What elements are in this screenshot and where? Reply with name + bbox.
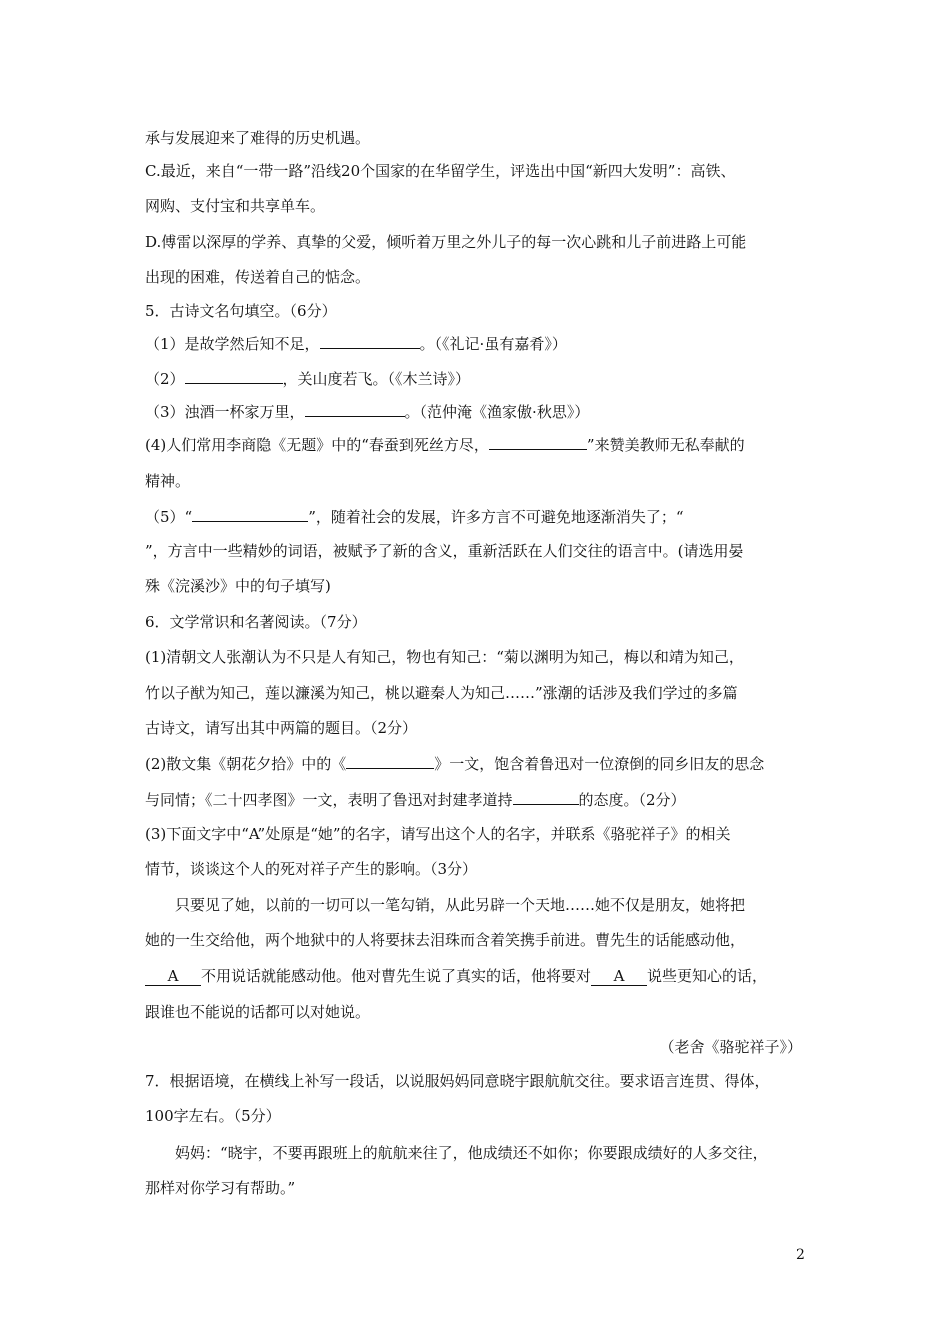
question-5-item-2: （2） ，关山度若飞。（《木兰诗》） xyxy=(145,370,471,388)
text-line: 精神。 xyxy=(145,472,191,490)
quoted-passage-line: 跟谁也不能说的话都可以对她说。 xyxy=(145,1003,371,1021)
dialogue-line: 妈妈：“晓宇，不要再跟班上的航航来往了，他成绩还不如你；你要跟成绩好的人多交往， xyxy=(175,1144,768,1162)
quoted-passage-line: 只要见了她，以前的一切可以一笔勾销，从此另辟一个天地……她不仅是朋友，她将把 xyxy=(175,896,746,914)
page-number: 2 xyxy=(796,1247,805,1263)
question-6-part-3: (3)下面文字中“A”处原是“她”的名字，请写出这个人的名字，并联系《骆驼祥子》的相关 xyxy=(145,825,731,843)
text-line: 古诗文，请写出其中两篇的题目。（2分） xyxy=(145,719,418,737)
question-5-item-3: （3）浊酒一杯家万里， 。（范仲淹《渔家傲·秋思》） xyxy=(145,403,590,421)
quoted-passage-line: A 不用说话就能感动他。他对曹先生说了真实的话，他将要对 A 说些更知心的话， xyxy=(145,966,767,986)
answer-blank[interactable] xyxy=(305,401,405,417)
text-line: 殊《浣溪沙》中的句子填写) xyxy=(145,577,331,595)
passage-source: （老舍《骆驼祥子》） xyxy=(659,1038,802,1056)
text-line: ”，方言中一些精妙的词语，被赋予了新的含义，重新活跃在人们交往的语言中。(请选用晏 xyxy=(145,542,744,560)
text-line: 出现的困难，传送着自己的惦念。 xyxy=(145,268,371,286)
quoted-passage-line: 她的一生交给他，两个地狱中的人将要抹去泪珠而含着笑携手前进。曹先生的话能感动他， xyxy=(145,931,746,949)
question-7-title: 7．根据语境，在横线上补写一段话，以说服妈妈同意晓宇跟航航交往。要求语言连贯、得体， xyxy=(145,1072,770,1090)
answer-blank[interactable] xyxy=(489,434,587,450)
option-d: D.傅雷以深厚的学养、真挚的父爱，倾听着万里之外儿子的每一次心跳和儿子前进路上可能 xyxy=(145,233,747,251)
text-line: 网购、支付宝和共享单车。 xyxy=(145,197,326,215)
answer-blank[interactable] xyxy=(346,753,434,769)
placeholder-a: A xyxy=(145,967,201,986)
answer-blank[interactable] xyxy=(320,333,420,349)
question-6-part-2: (2)散文集《朝花夕拾》中的《 》一文，饱含着鲁迅对一位潦倒的同乡旧友的思念 xyxy=(145,755,765,773)
answer-blank[interactable] xyxy=(192,506,308,522)
question-6-part-1: (1)清朝文人张潮认为不只是人有知己，物也有知己：“菊以渊明为知己，梅以和靖为知己， xyxy=(145,648,744,666)
placeholder-a: A xyxy=(591,967,647,986)
question-6-title: 6．文学常识和名著阅读。（7分） xyxy=(145,613,367,631)
dialogue-line: 那样对你学习有帮助。” xyxy=(145,1179,296,1197)
answer-blank[interactable] xyxy=(513,789,579,805)
text-line: 承与发展迎来了难得的历史机遇。 xyxy=(145,129,371,147)
text-line: 竹以子猷为知己，莲以濂溪为知己，桃以避秦人为知己……”涨潮的话涉及我们学过的多篇 xyxy=(145,684,738,702)
question-5-item-1: （1）是故学然后知不足， 。（《礼记·虽有嘉肴》） xyxy=(145,335,567,353)
question-5-title: 5．古诗文名句填空。（6分） xyxy=(145,302,337,320)
text-line: 情节，谈谈这个人的死对祥子产生的影响。（3分） xyxy=(145,860,478,878)
question-5-item-4: (4)人们常用李商隐《无题》中的“春蚕到死丝方尽， ”来赞美教师无私奉献的 xyxy=(145,436,745,454)
text-line: 100字左右。（5分） xyxy=(145,1107,281,1125)
question-5-item-5: （5）“ ”，随着社会的发展，许多方言不可避免地逐渐消失了；“ xyxy=(145,508,684,526)
option-c: C.最近，来自“一带一路”沿线20个国家的在华留学生，评选出中国“新四大发明”：高铁、 xyxy=(145,162,736,180)
answer-blank[interactable] xyxy=(185,368,283,384)
text-line: 与同情；《二十四孝图》一文，表明了鲁迅对封建孝道持 的态度。（2分） xyxy=(145,791,686,809)
